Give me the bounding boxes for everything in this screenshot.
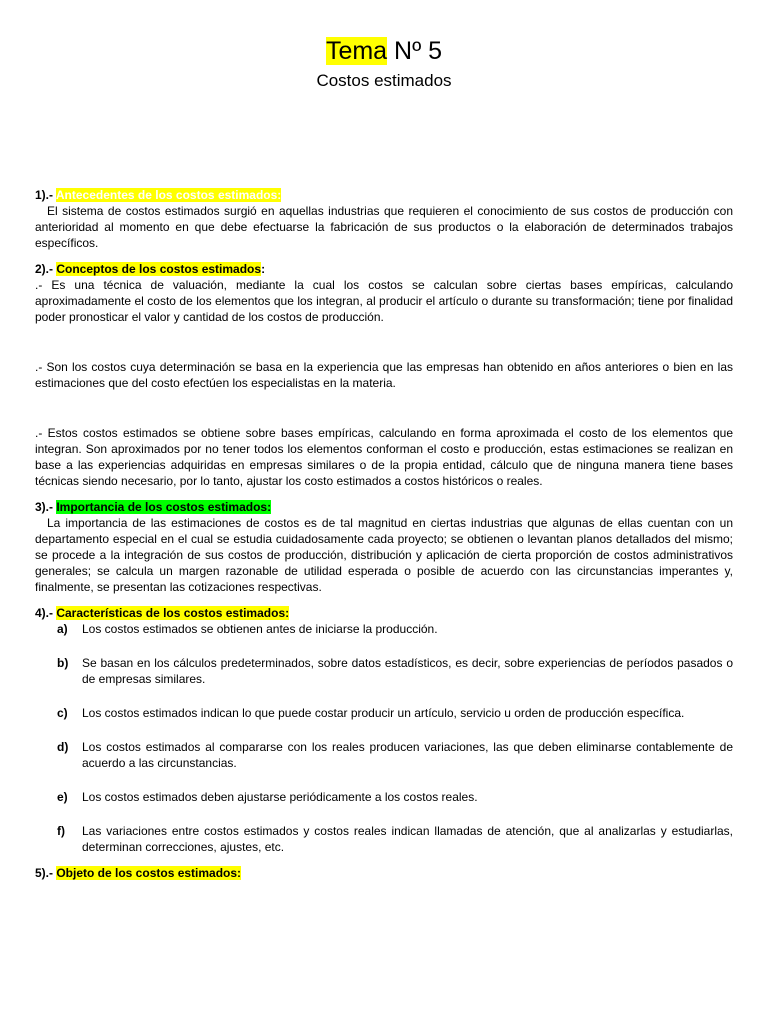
list-item-text: Se basan en los cálculos predeterminados, sobre datos estadísticos, es decir, sobre experiencias de períodos pasados o de empresas similares. xyxy=(82,656,733,686)
section-heading xyxy=(35,605,733,621)
section-number: 1).- xyxy=(35,188,56,202)
list-item xyxy=(35,621,733,637)
section-title-colon: : xyxy=(261,262,266,276)
list-item-letter: e) xyxy=(57,790,68,804)
section-paragraph: .- Son los costos cuya determinación se basa en la experiencia que las empresas han obtenido en años anteriores o bien en las estimaciones que del costo efectúen los especialistas en la materia. xyxy=(35,360,733,390)
list-item-text: Las variaciones entre costos estimados y costos reales indican llamadas de atención, que al analizarlas y estudiarlas, determinan correcciones, ajustes, etc. xyxy=(82,824,733,854)
section-number: 5).- xyxy=(35,866,57,880)
list-item-letter: c) xyxy=(57,706,68,720)
section-number: 2).- xyxy=(35,262,57,276)
page-title-number: Nº 5 xyxy=(387,37,443,65)
section-number: 4).- xyxy=(35,606,57,620)
list-item xyxy=(35,705,733,721)
section-paragraph: .- Es una técnica de valuación, mediante la cual los costos se calculan sobre ciertas bases empíricas, calculando aproximadamente el costo de los elementos que los integran, al producir el artículo o durante su transformación; tiene por finalidad poder pronosticar el valor y cantidad de los costos de producción. xyxy=(35,278,733,324)
section-paragraph: El sistema de costos estimados surgió en aquellas industrias que requieren el conocimiento de sus costos de producción con anterioridad al momento en que debe efectuarse la fabricación de sus productos o la elaboración de determinados trabajos específicos. xyxy=(35,204,733,250)
section-objeto xyxy=(35,865,733,881)
page-subtitle: Costos estimados xyxy=(316,71,452,90)
list-item-text: Los costos estimados se obtienen antes de iniciarse la producción. xyxy=(82,622,438,636)
list-item-text: Los costos estimados al compararse con los reales producen variaciones, las que deben eliminarse contablemente de acuerdo a las circunstancias. xyxy=(82,740,733,770)
section-title: Conceptos de los costos estimados xyxy=(56,262,262,276)
section-caracteristicas xyxy=(35,605,733,855)
list-item xyxy=(35,739,733,771)
section-title: Antecedentes de los costos estimados: xyxy=(55,188,282,202)
section-paragraph: .- Estos costos estimados se obtiene sobre bases empíricas, calculando en forma aproximada el costo de los elementos que integran. Son aproximados por no tener todos los elementos conforman el costo e producción, estas estimaciones se realizan en base a las experiencias adquiridas en empresas similares o de la propia entidad, cálculo que de ninguna manera tiene bases técnicas siendo necesario, por lo tanto, ajustar los costo estimados a costos históricos o reales. xyxy=(35,426,733,488)
list-item xyxy=(35,789,733,805)
page-title-highlight: Tema xyxy=(325,37,388,65)
list-item xyxy=(35,655,733,687)
section-heading xyxy=(35,261,733,277)
list-item-text: Los costos estimados indican lo que puede costar producir un artículo, servicio u orden de producción específica. xyxy=(82,706,685,720)
section-title: Características de los costos estimados: xyxy=(56,606,290,620)
section-conceptos xyxy=(35,261,733,489)
section-paragraph: La importancia de las estimaciones de costos es de tal magnitud en ciertas industrias que algunas de ellas cuentan con un departamento especial en el cual se estudia cuidadosamente cada proyecto; se obtienen o levantan planos detallados del mismo; se procede a la integración de sus costos de producción, distribución y aplicación de cierta proporción de costos administrativos generales; se calcula un margen razonable de utilidad esperada o posible de acuerdo con las circunstancias imperantes y, finalmente, se presentan las cotizaciones respectivas. xyxy=(35,516,733,594)
section-importancia xyxy=(35,499,733,595)
list-item-text: Los costos estimados deben ajustarse periódicamente a los costos reales. xyxy=(82,790,478,804)
section-heading xyxy=(35,187,733,203)
list-item xyxy=(35,823,733,855)
section-antecedentes xyxy=(35,187,733,251)
section-number: 3).- xyxy=(35,500,57,514)
page-title xyxy=(0,34,768,68)
section-heading xyxy=(35,499,733,515)
list-item-letter: a) xyxy=(57,622,68,636)
section-title: Importancia de los costos estimados: xyxy=(56,500,272,514)
list-item-letter: d) xyxy=(57,740,69,754)
section-heading xyxy=(35,865,733,881)
document-body xyxy=(35,187,733,881)
list-item-letter: f) xyxy=(57,824,65,838)
section-title: Objeto de los costos estimados: xyxy=(56,866,242,880)
list-item-letter: b) xyxy=(57,656,69,670)
